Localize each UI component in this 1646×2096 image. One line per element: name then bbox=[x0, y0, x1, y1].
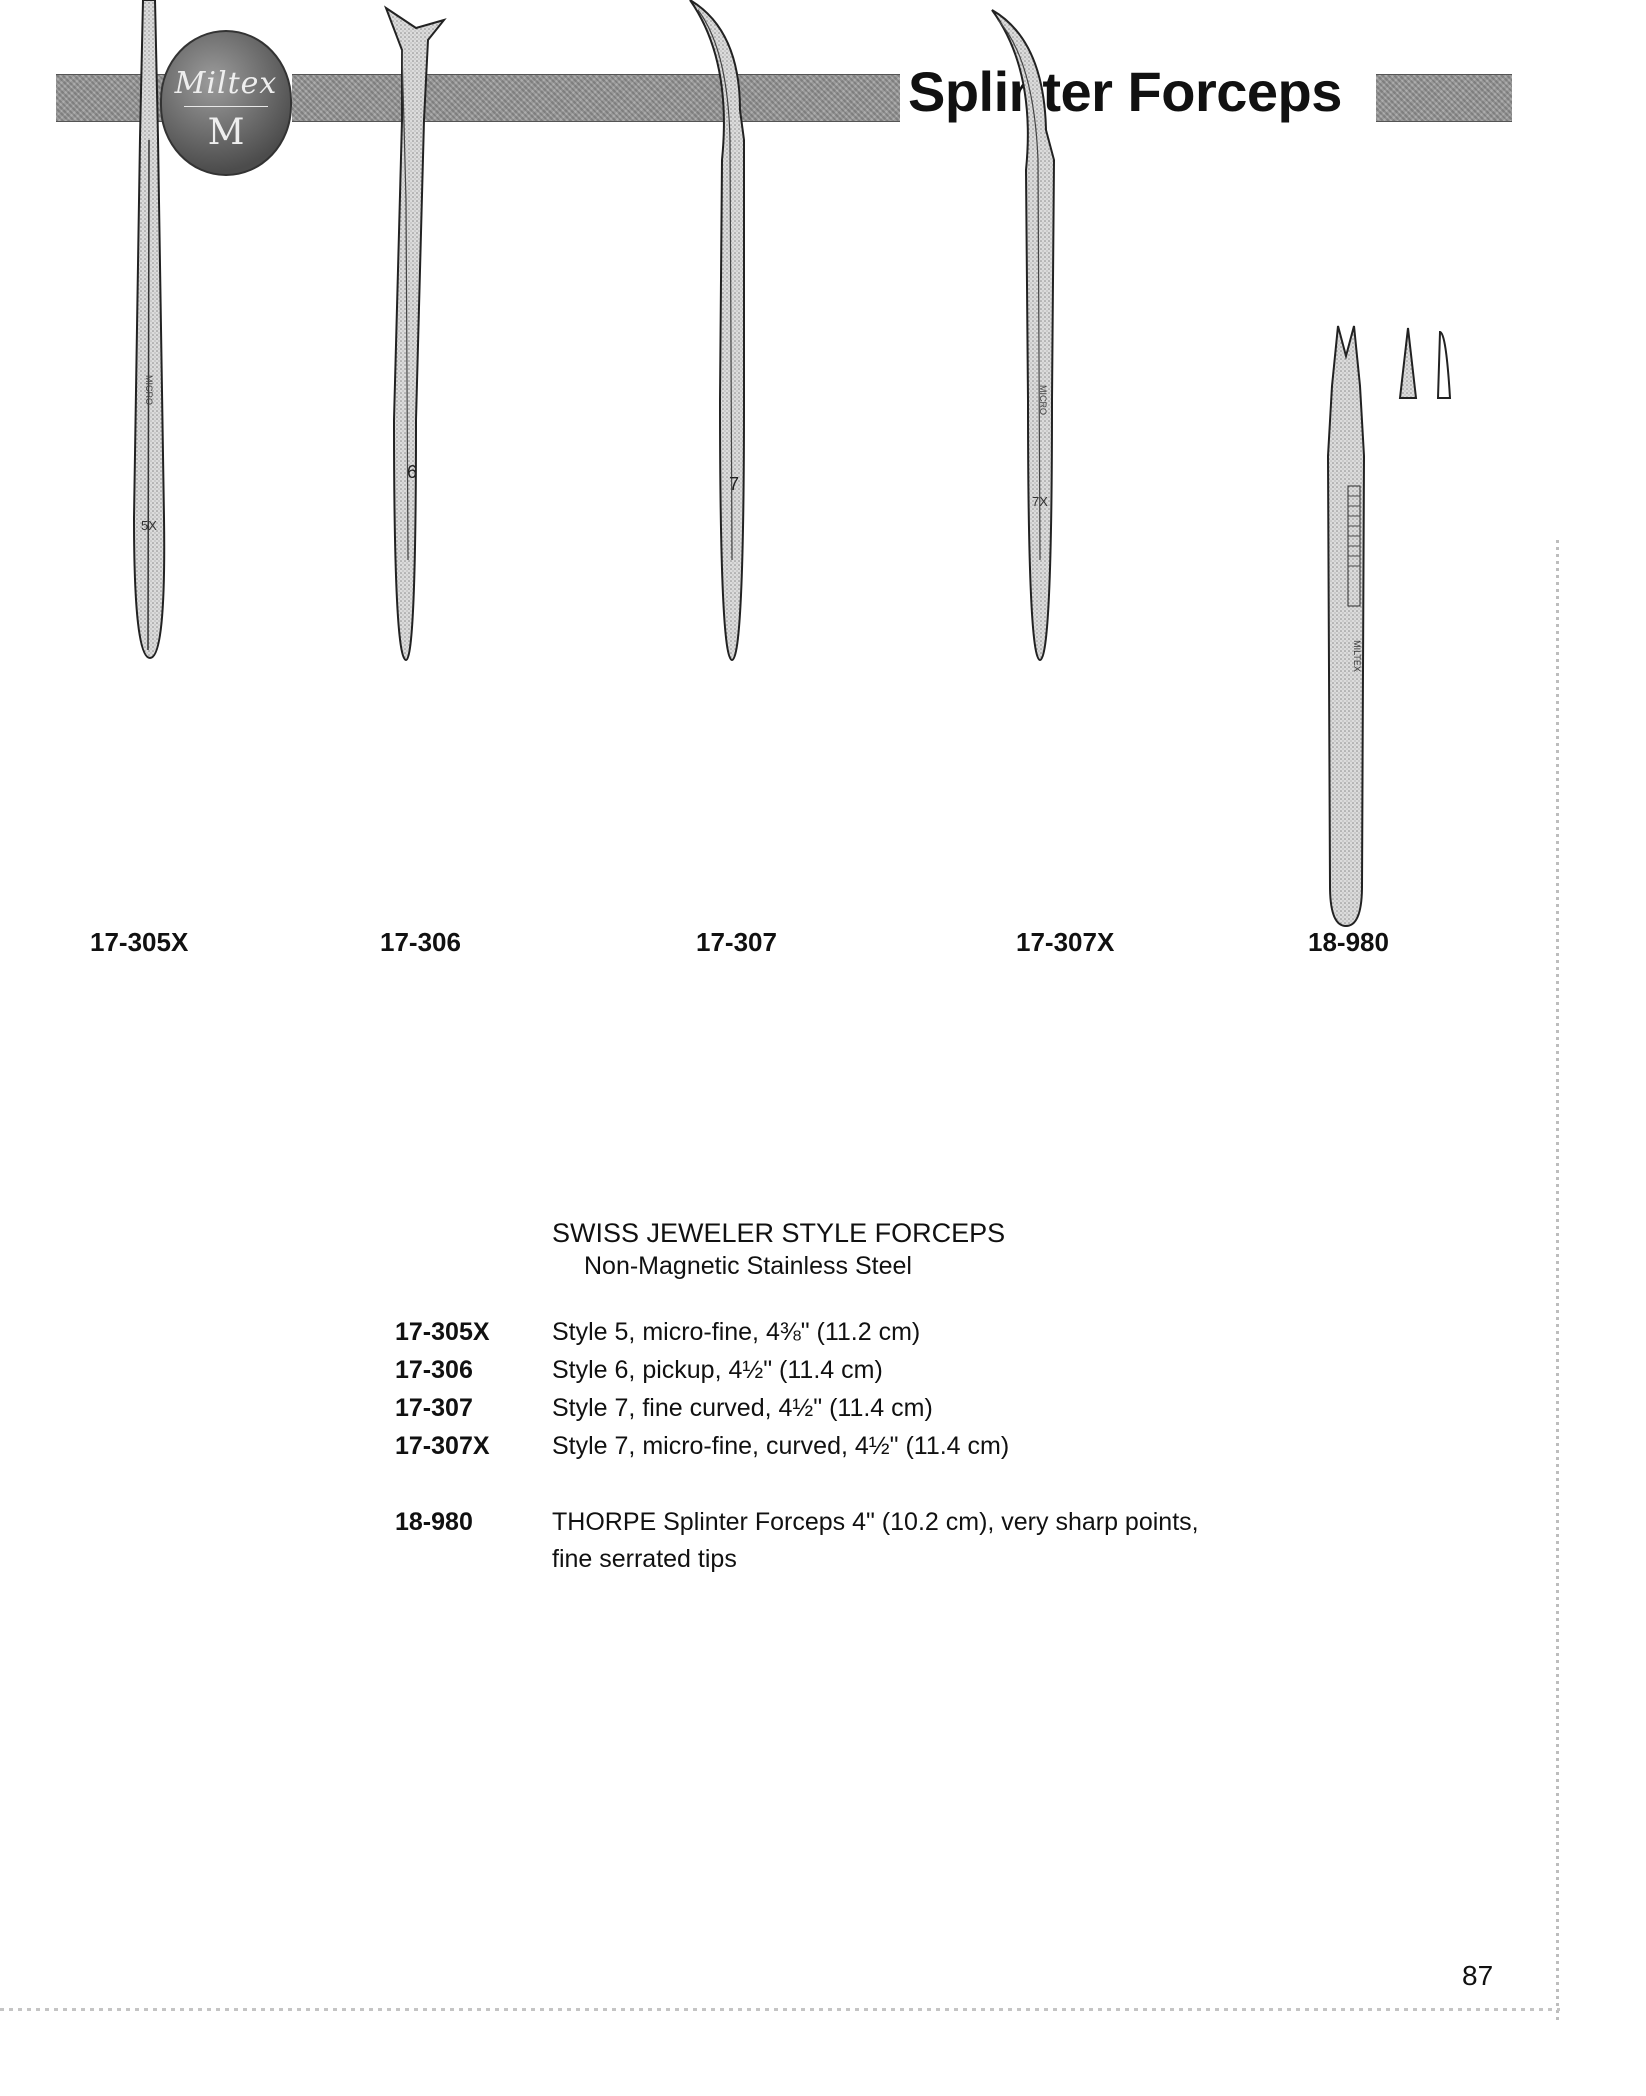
forceps-18-980-svg bbox=[1316, 326, 1376, 926]
logo-monogram: M bbox=[207, 112, 245, 153]
etch-side-18-980: MILTEX bbox=[1352, 640, 1362, 672]
forceps-17-307-svg bbox=[686, 0, 786, 660]
instrument-label-17-306: 17-306 bbox=[380, 927, 461, 957]
catalog-description: Style 5, micro-fine, 4⅜" (11.2 cm) bbox=[552, 1318, 921, 1346]
tip-detail-svg bbox=[1394, 328, 1464, 408]
page-number: 87 bbox=[1462, 1960, 1494, 1991]
forceps-17-305X-svg bbox=[116, 0, 176, 660]
catalog-heading: SWISS JEWELER STYLE FORCEPS bbox=[552, 1218, 1006, 1248]
logo-script-text: Miltex bbox=[174, 66, 278, 101]
header-band-right bbox=[1376, 74, 1512, 122]
catalog-code: 18-980 bbox=[395, 1508, 473, 1536]
etch-17-306: 6 bbox=[406, 462, 418, 482]
catalog-code: 17-307 bbox=[395, 1394, 473, 1422]
instrument-label-17-307X: 17-307X bbox=[1016, 927, 1115, 957]
forceps-17-306-svg bbox=[372, 0, 472, 660]
instrument-label-18-980: 18-980 bbox=[1308, 927, 1389, 957]
etch-17-305X: 5X bbox=[141, 518, 157, 533]
catalog-description-continued: fine serrated tips bbox=[552, 1545, 737, 1573]
forceps-17-307X-svg bbox=[988, 0, 1088, 660]
miltex-logo bbox=[160, 30, 292, 176]
etch-17-307: 7 bbox=[728, 474, 740, 494]
catalog-code: 17-307X bbox=[395, 1432, 490, 1460]
etch-side-17-307X: MICRO bbox=[1038, 385, 1048, 415]
page-title: Splinter Forceps bbox=[908, 60, 1342, 123]
etch-side-17-305X: MICRO bbox=[144, 375, 154, 405]
catalog-description: Style 6, pickup, 4½" (11.4 cm) bbox=[552, 1356, 883, 1384]
scan-edge-bottom bbox=[0, 2008, 1560, 2011]
catalog-description: Style 7, micro-fine, curved, 4½" (11.4 cm) bbox=[552, 1432, 1010, 1460]
catalog-description: THORPE Splinter Forceps 4" (10.2 cm), very sharp points, bbox=[552, 1508, 1199, 1536]
instrument-label-17-305X: 17-305X bbox=[90, 927, 189, 957]
catalog-subheading: Non-Magnetic Stainless Steel bbox=[584, 1252, 912, 1280]
instrument-label-17-307: 17-307 bbox=[696, 927, 777, 957]
catalog-code: 17-306 bbox=[395, 1356, 473, 1384]
etch-17-307X: 7X bbox=[1032, 494, 1048, 509]
catalog-code: 17-305X bbox=[395, 1318, 490, 1346]
catalog-description: Style 7, fine curved, 4½" (11.4 cm) bbox=[552, 1394, 933, 1422]
scan-edge-right bbox=[1556, 540, 1559, 2020]
logo-divider bbox=[184, 106, 268, 107]
